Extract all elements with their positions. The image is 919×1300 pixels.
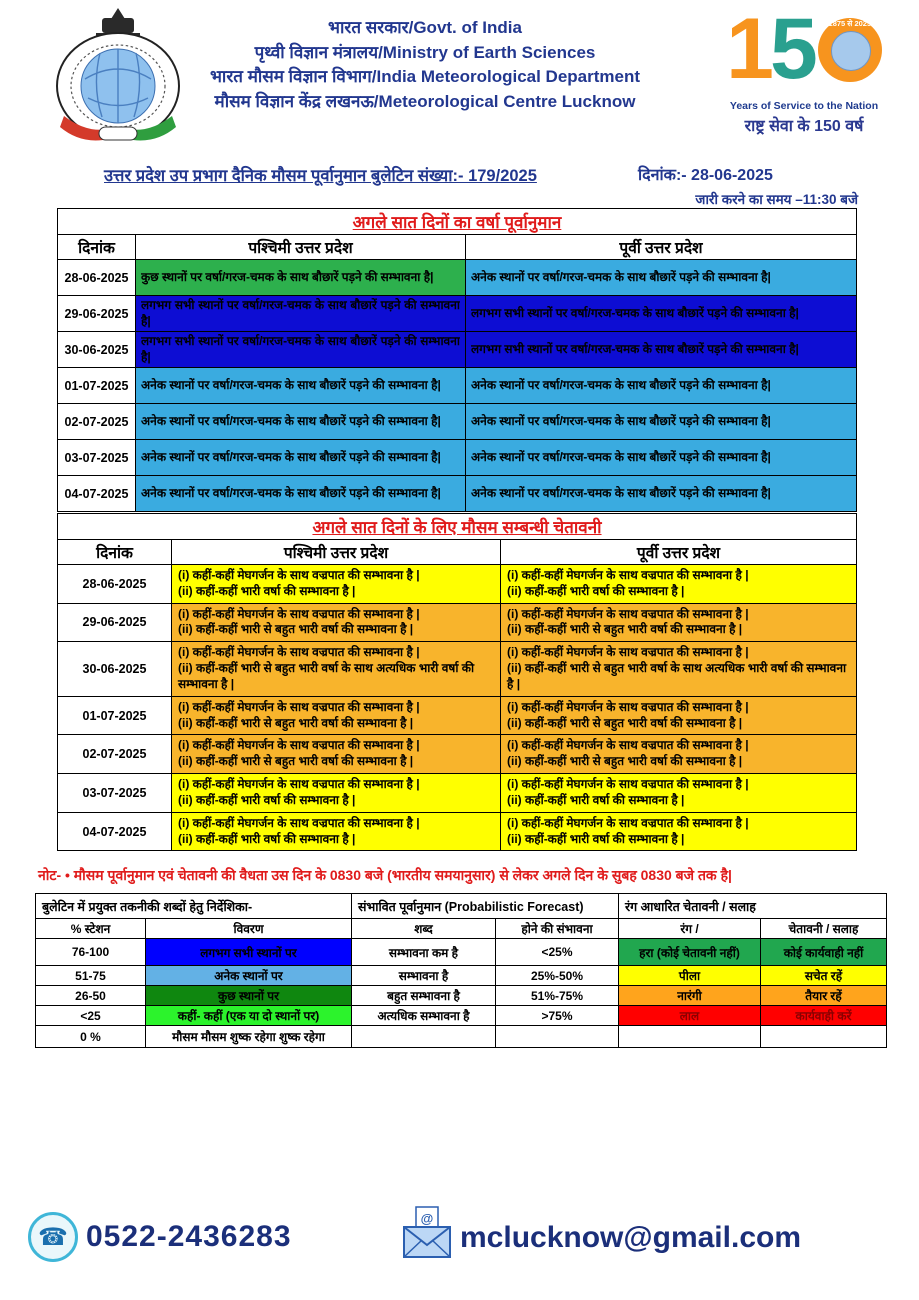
phone-number: 0522-2436283 [86, 1220, 292, 1253]
word-cell: सम्भावना कम है [352, 939, 496, 966]
header-line-ministry: पृथ्वी विज्ञान मंत्रालय/Ministry of Earth Sciences [254, 42, 596, 62]
legend-row [36, 939, 887, 966]
validity-note: नोट- • मौसम पूर्वानुमान एवं चेतावनी की वैधता उस दिन के 0830 बजे (भारतीय समयानुसार) से लेकर अगले दिन के सुबह 0830 बजे तक है| [38, 867, 732, 883]
west-forecast-cell: लगभग सभी स्थानों पर वर्षा/गरज-चमक के साथ बौछारें पड़ने की सम्भावना है| [136, 332, 466, 368]
warning-col-date: दिनांक [58, 540, 172, 565]
west-warning-cell: (i) कहीं-कहीं मेघगर्जन के साथ वज्रपात की सम्भावना है | (ii) कहीं-कहीं भारी वर्षा की सम्भावना है | [172, 774, 501, 813]
logo150-english-tagline: Years of Service to the Nation [729, 100, 879, 112]
colour-cell [619, 1026, 761, 1048]
legend-col-advice: चेतावनी / सलाह [761, 919, 887, 939]
prob-cell [496, 1026, 619, 1048]
west-warning-cell: (i) कहीं-कहीं मेघगर्जन के साथ वज्रपात की सम्भावना है | (ii) कहीं-कहीं भारी से बहुत भारी वर्षा के साथ अत्यधिक भारी वर्षा की सम्भावना है | [172, 642, 501, 696]
date-cell: 01-07-2025 [58, 696, 172, 735]
advice-cell: तैयार रहें [761, 986, 887, 1006]
legend-col-desc: विवरण [146, 919, 352, 939]
east-warning-cell: (i) कहीं-कहीं मेघगर्जन के साथ वज्रपात की सम्भावना है | (ii) कहीं-कहीं भारी वर्षा की सम्भावना है | [501, 565, 857, 604]
station-cell: <25 [36, 1006, 146, 1026]
legend-row [36, 1026, 887, 1048]
legend-row [36, 1006, 887, 1026]
west-warning-cell: (i) कहीं-कहीं मेघगर्जन के साथ वज्रपात की सम्भावना है | (ii) कहीं-कहीं भारी वर्षा की सम्भावना है | [172, 812, 501, 851]
forecast-row [58, 476, 857, 512]
logo150-digit-1: 1 [726, 1, 770, 98]
legend-col-word: शब्द [352, 919, 496, 939]
date-cell: 04-07-2025 [58, 476, 136, 512]
desc-cell: कुछ स्थानों पर [146, 986, 352, 1006]
desc-cell: अनेक स्थानों पर [146, 966, 352, 986]
forecast-row [58, 296, 857, 332]
east-warning-cell: (i) कहीं-कहीं मेघगर्जन के साथ वज्रपात की सम्भावना है | (ii) कहीं-कहीं भारी से बहुत भारी वर्षा के साथ अत्यधिक भारी वर्षा की सम्भावना है | [501, 642, 857, 696]
forecast-col-east: पूर्वी उत्तर प्रदेश [466, 235, 857, 260]
date-cell: 30-06-2025 [58, 642, 172, 696]
rain-forecast-table [57, 208, 857, 512]
colour-cell: पीला [619, 966, 761, 986]
forecast-row [58, 260, 857, 296]
advice-cell: कार्यवाही करें [761, 1006, 887, 1026]
east-warning-cell: (i) कहीं-कहीं मेघगर्जन के साथ वज्रपात की सम्भावना है | (ii) कहीं-कहीं भारी वर्षा की सम्भावना है | [501, 774, 857, 813]
west-warning-cell: (i) कहीं-कहीं मेघगर्जन के साथ वज्रपात की सम्भावना है | (ii) कहीं-कहीं भारी से बहुत भारी वर्षा की सम्भावना है | [172, 603, 501, 642]
header-text-block [160, 16, 690, 115]
advice-cell [761, 1026, 887, 1048]
email-icon [398, 1205, 456, 1261]
station-cell: 26-50 [36, 986, 146, 1006]
word-cell: बहुत सम्भावना है [352, 986, 496, 1006]
telephone-icon: ☎ [28, 1212, 78, 1262]
date-cell: 28-06-2025 [58, 260, 136, 296]
svg-text:@: @ [420, 1211, 434, 1226]
west-forecast-cell: अनेक स्थानों पर वर्षा/गरज-चमक के साथ बौछारें पड़ने की सम्भावना है| [136, 440, 466, 476]
east-forecast-cell: अनेक स्थानों पर वर्षा/गरज-चमक के साथ बौछारें पड़ने की सम्भावना है| [466, 260, 857, 296]
bulletin-title: उत्तर प्रदेश उप प्रभाग दैनिक मौसम पूर्वानुमान बुलेटिन संख्या:- 179/2025 [104, 167, 537, 185]
date-cell: 29-06-2025 [58, 296, 136, 332]
desc-cell: मौसम मौसम शुष्क रहेगा शुष्क रहेगा [146, 1026, 352, 1048]
logo150-zero-globe-icon [818, 18, 882, 82]
email-address: mclucknow@gmail.com [460, 1221, 802, 1254]
header-line-govt: भारत सरकार/Govt. of India [328, 18, 522, 37]
word-cell [352, 1026, 496, 1048]
bulletin-date: दिनांक:- 28-06-2025 [638, 167, 773, 184]
date-cell: 03-07-2025 [58, 440, 136, 476]
legend-row [36, 966, 887, 986]
date-cell: 28-06-2025 [58, 565, 172, 604]
prob-cell: <25% [496, 939, 619, 966]
warning-row [58, 735, 857, 774]
west-forecast-cell: अनेक स्थानों पर वर्षा/गरज-चमक के साथ बौछारें पड़ने की सम्भावना है| [136, 368, 466, 404]
forecast-table-title: अगले सात दिनों का वर्षा पूर्वानुमान [58, 209, 857, 235]
east-forecast-cell: अनेक स्थानों पर वर्षा/गरज-चमक के साथ बौछारें पड़ने की सम्भावना है| [466, 476, 857, 512]
email-contact [398, 1205, 801, 1261]
legend-col-prob: होने की संभावना [496, 919, 619, 939]
desc-cell: कहीं- कहीं (एक या दो स्थानों पर) [146, 1006, 352, 1026]
west-forecast-cell: कुछ स्थानों पर वर्षा/गरज-चमक के साथ बौछारें पड़ने की सम्भावना है| [136, 260, 466, 296]
date-cell: 29-06-2025 [58, 603, 172, 642]
logo150-hindi-tagline: राष्ट्र सेवा के 150 वर्ष [744, 118, 864, 135]
date-cell: 04-07-2025 [58, 812, 172, 851]
east-warning-cell: (i) कहीं-कहीं मेघगर्जन के साथ वज्रपात की सम्भावना है | (ii) कहीं-कहीं भारी से बहुत भारी वर्षा की सम्भावना है | [501, 603, 857, 642]
word-cell: सम्भावना है [352, 966, 496, 986]
east-forecast-cell: अनेक स्थानों पर वर्षा/गरज-चमक के साथ बौछारें पड़ने की सम्भावना है| [466, 368, 857, 404]
station-cell: 0 % [36, 1026, 146, 1048]
east-warning-cell: (i) कहीं-कहीं मेघगर्जन के साथ वज्रपात की सम्भावना है | (ii) कहीं-कहीं भारी से बहुत भारी वर्षा की सम्भावना है | [501, 696, 857, 735]
warning-row [58, 812, 857, 851]
east-forecast-cell: लगभग सभी स्थानों पर वर्षा/गरज-चमक के साथ बौछारें पड़ने की सम्भावना है| [466, 296, 857, 332]
west-forecast-cell: अनेक स्थानों पर वर्षा/गरज-चमक के साथ बौछारें पड़ने की सम्भावना है| [136, 404, 466, 440]
forecast-col-date: दिनांक [58, 235, 136, 260]
colour-cell: नारंगी [619, 986, 761, 1006]
forecast-row [58, 332, 857, 368]
forecast-col-west: पश्चिमी उत्तर प्रदेश [136, 235, 466, 260]
warning-row [58, 603, 857, 642]
logo150-arc-text: 1875 से 2025 [828, 19, 872, 28]
east-forecast-cell: लगभग सभी स्थानों पर वर्षा/गरज-चमक के साथ बौछारें पड़ने की सम्भावना है| [466, 332, 857, 368]
header-line-imd: भारत मौसम विज्ञान विभाग/India Meteorological Department [209, 67, 641, 87]
logo150-digit-5: 5 [770, 1, 814, 98]
warning-table-title: अगले सात दिनों के लिए मौसम सम्बन्धी चेतावनी [58, 514, 857, 540]
prob-cell: 51%-75% [496, 986, 619, 1006]
legend-col-colour: रंग / [619, 919, 761, 939]
station-cell: 76-100 [36, 939, 146, 966]
colour-cell: लाल [619, 1006, 761, 1026]
forecast-row [58, 368, 857, 404]
west-warning-cell: (i) कहीं-कहीं मेघगर्जन के साथ वज्रपात की सम्भावना है | (ii) कहीं-कहीं भारी से बहुत भारी वर्षा की सम्भावना है | [172, 696, 501, 735]
forecast-row [58, 440, 857, 476]
date-cell: 02-07-2025 [58, 735, 172, 774]
header-line-centre: मौसम विज्ञान केंद्र लखनऊ/Meteorological Centre Lucknow [214, 91, 636, 111]
warning-row [58, 565, 857, 604]
forecast-row [58, 404, 857, 440]
date-cell: 03-07-2025 [58, 774, 172, 813]
phone-contact [28, 1212, 292, 1262]
prob-cell: >75% [496, 1006, 619, 1026]
east-forecast-cell: अनेक स्थानों पर वर्षा/गरज-चमक के साथ बौछारें पड़ने की सम्भावना है| [466, 404, 857, 440]
date-cell: 30-06-2025 [58, 332, 136, 368]
west-forecast-cell: अनेक स्थानों पर वर्षा/गरज-चमक के साथ बौछारें पड़ने की सम्भावना है| [136, 476, 466, 512]
weather-warning-table [57, 513, 857, 851]
legend-col-station: % स्टेशन [36, 919, 146, 939]
date-cell: 01-07-2025 [58, 368, 136, 404]
legend-group-terms: बुलेटिन में प्रयुक्त तकनीकी शब्दों हेतु निर्देशिका- [36, 894, 352, 919]
east-forecast-cell: अनेक स्थानों पर वर्षा/गरज-चमक के साथ बौछारें पड़ने की सम्भावना है| [466, 440, 857, 476]
advice-cell: सचेत रहें [761, 966, 887, 986]
west-warning-cell: (i) कहीं-कहीं मेघगर्जन के साथ वज्रपात की सम्भावना है | (ii) कहीं-कहीं भारी से बहुत भारी वर्षा की सम्भावना है | [172, 735, 501, 774]
150-years-logo [698, 1, 910, 136]
advice-cell: कोई कार्यवाही नहीं [761, 939, 887, 966]
west-forecast-cell: लगभग सभी स्थानों पर वर्षा/गरज-चमक के साथ बौछारें पड़ने की सम्भावना है| [136, 296, 466, 332]
date-cell: 02-07-2025 [58, 404, 136, 440]
warning-row [58, 774, 857, 813]
prob-cell: 25%-50% [496, 966, 619, 986]
desc-cell: लगभग सभी स्थानों पर [146, 939, 352, 966]
word-cell: अत्यधिक सम्भावना है [352, 1006, 496, 1026]
east-warning-cell: (i) कहीं-कहीं मेघगर्जन के साथ वज्रपात की सम्भावना है | (ii) कहीं-कहीं भारी से बहुत भारी वर्षा की सम्भावना है | [501, 735, 857, 774]
station-cell: 51-75 [36, 966, 146, 986]
legend-group-colour: रंग आधारित चेतावनी / सलाह [619, 894, 887, 919]
bulletin-issue-time: जारी करने का समय –11:30 बजे [695, 192, 858, 207]
west-warning-cell: (i) कहीं-कहीं मेघगर्जन के साथ वज्रपात की सम्भावना है | (ii) कहीं-कहीं भारी वर्षा की सम्भावना है | [172, 565, 501, 604]
legend-group-probabilistic: संभावित पूर्वानुमान (Probabilistic Forecast) [352, 894, 619, 919]
east-warning-cell: (i) कहीं-कहीं मेघगर्जन के साथ वज्रपात की सम्भावना है | (ii) कहीं-कहीं भारी वर्षा की सम्भावना है | [501, 812, 857, 851]
legend-row [36, 986, 887, 1006]
warning-row [58, 642, 857, 696]
warning-col-west: पश्चिमी उत्तर प्रदेश [172, 540, 501, 565]
warning-row [58, 696, 857, 735]
colour-cell: हरा (कोई चेतावनी नहीं) [619, 939, 761, 966]
terminology-legend-table [35, 893, 887, 1048]
warning-col-east: पूर्वी उत्तर प्रदेश [501, 540, 857, 565]
